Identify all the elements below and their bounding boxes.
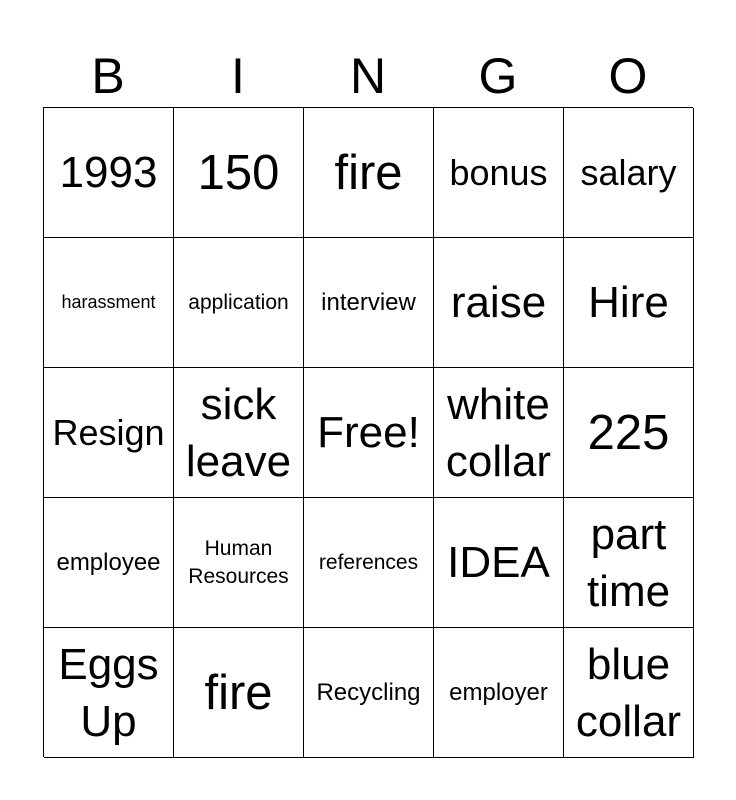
bingo-cell[interactable]: fire <box>174 628 304 758</box>
bingo-cell[interactable]: Human Resources <box>174 498 304 628</box>
bingo-cell[interactable]: 1993 <box>44 108 174 238</box>
bingo-cell[interactable]: interview <box>304 238 434 368</box>
header-letter-g: G <box>478 48 518 104</box>
bingo-cell[interactable]: 225 <box>564 368 694 498</box>
bingo-cell[interactable]: Resign <box>44 368 174 498</box>
bingo-cell[interactable]: application <box>174 238 304 368</box>
bingo-cell[interactable]: Recycling <box>304 628 434 758</box>
bingo-cell[interactable]: raise <box>434 238 564 368</box>
bingo-cell[interactable]: white collar <box>434 368 564 498</box>
bingo-cell[interactable]: employee <box>44 498 174 628</box>
header-letter-i: I <box>231 48 245 104</box>
header-letter-o: O <box>608 48 648 104</box>
bingo-cell[interactable]: bonus <box>434 108 564 238</box>
header-letter-n: N <box>349 48 387 104</box>
bingo-cell[interactable]: fire <box>304 108 434 238</box>
header-letter-b: B <box>91 48 125 104</box>
bingo-board <box>43 107 693 757</box>
bingo-cell[interactable]: harassment <box>44 238 174 368</box>
bingo-cell[interactable]: blue collar <box>564 628 694 758</box>
bingo-cell[interactable]: references <box>304 498 434 628</box>
bingo-cell[interactable]: Eggs Up <box>44 628 174 758</box>
bingo-cell[interactable]: Hire <box>564 238 694 368</box>
bingo-cell[interactable]: sick leave <box>174 368 304 498</box>
free-space-cell[interactable]: Free! <box>304 368 434 498</box>
bingo-cell[interactable]: 150 <box>174 108 304 238</box>
bingo-header <box>43 44 693 108</box>
bingo-cell[interactable]: salary <box>564 108 694 238</box>
bingo-cell[interactable]: IDEA <box>434 498 564 628</box>
bingo-cell[interactable]: employer <box>434 628 564 758</box>
bingo-cell[interactable]: part time <box>564 498 694 628</box>
